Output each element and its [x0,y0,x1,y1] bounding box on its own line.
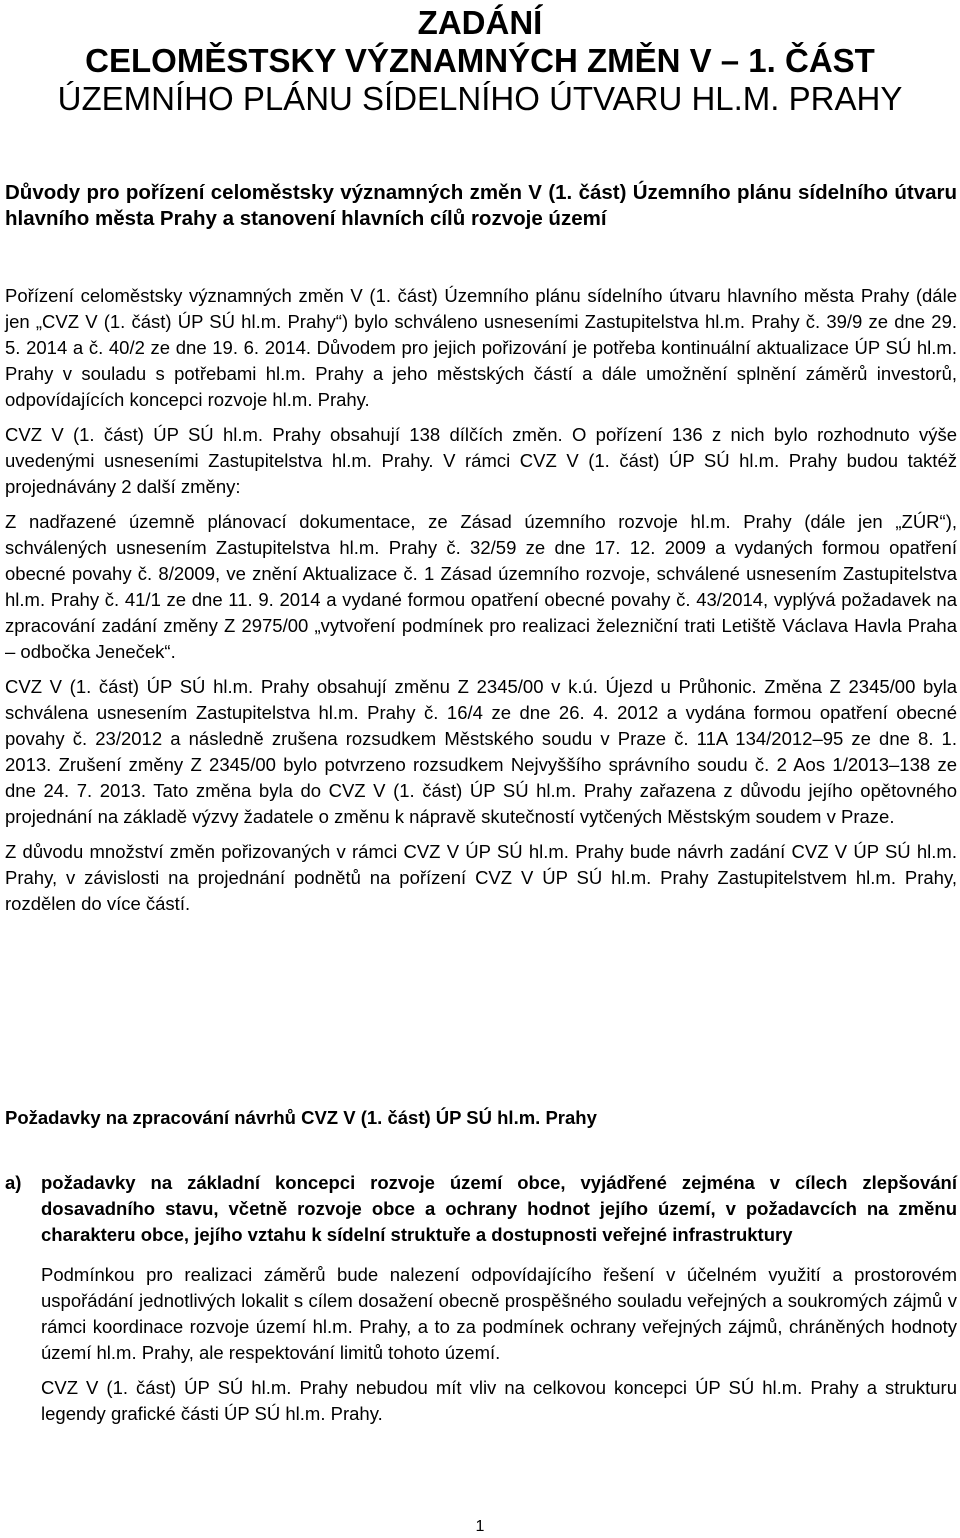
document-title [0,4,960,118]
intro-paragraph-3: Z nadřazené územně plánovací dokumentace, ze Zásad územního rozvoje hl.m. Prahy (dále jen „ZÚR“), schválených usnesením Zastupitelstva hl.m. Prahy č. 32/59 ze dne 17. 12. 2009 a vydaných formou opatření obecné povahy č. 8/2009, ve znění Aktualizace č. 1 Zásad územního rozvoje, schválené usnesením Zastupitelstva hl.m. Prahy č. 41/1 ze dne 11. 9. 2014 a vydané formou opatření obecné povahy č. 43/2014, vyplývá požadavek na zpracování zadání změny Z 2975/00 „vytvoření podmínek pro realizaci železniční trati Letiště Václava Havla Praha – odbočka Jeneček“. [5,511,957,662]
page-number: 1 [475,1518,485,1535]
intro-paragraph-4: CVZ V (1. část) ÚP SÚ hl.m. Prahy obsahují změnu Z 2345/00 v k.ú. Újezd u Průhonic. Změna Z 2345/00 byla schválena usnesením Zastupitelstva hl.m. Prahy č. 16/4 ze dne 26. 4. 2012 a vydána formou opatření obecné povahy č. 23/2012 a následně zrušena rozsudkem Městského soudu v Praze č. 11A 134/2012–95 ze dne 8. 1. 2013. Zrušení změny Z 2345/00 bylo potvrzeno rozsudkem Nejvyššího správního soudu č. 2 Aos 1/2013–138 ze dne 24. 7. 2013. Tato změna byla do CVZ V (1. část) ÚP SÚ hl.m. Prahy zařazena z důvodu jejího opětovného projednání na základě výzvy žadatele o změnu k nápravě skutečností vytčených Městským soudem v Praze. [5,676,957,827]
intro-paragraph-2: CVZ V (1. část) ÚP SÚ hl.m. Prahy obsahují 138 dílčích změn. O pořízení 136 z nich bylo rozhodnuto výše uvedenými usneseními Zastupitelstva hl.m. Prahy. V rámci CVZ V (1. část) ÚP SÚ hl.m. Prahy budou taktéž projednávány 2 další změny: [5,424,957,497]
requirement-item-title: požadavky na základní koncepci rozvoje území obce, vyjádřené zejména v cílech zlepšování dosavadního stavu, včetně rozvoje obce a ochrany hodnot jejího území, v požadavcích na změnu charakteru obce, jejího vztahu k sídelní struktuře a dostupnosti veřejné infrastruktury [41,1172,957,1245]
requirement-item-body [41,1262,957,1427]
intro-section [5,283,957,926]
requirements-heading: Požadavky na zpracování návrhů CVZ V (1. část) ÚP SÚ hl.m. Prahy [5,1107,597,1128]
title-line-1: ZADÁNÍ [417,4,543,41]
title-line-3: ÚZEMNÍHO PLÁNU SÍDELNÍHO ÚTVARU HL.M. PRAHY [57,80,903,117]
requirement-item-a [5,1170,957,1436]
intro-paragraph-1: Pořízení celoměstsky významných změn V (1. část) Územního plánu sídelního útvaru hlavního města Prahy (dále jen „CVZ V (1. část) ÚP SÚ hl.m. Prahy“) bylo schváleno usneseními Zastupitelstva hl.m. Prahy č. 39/9 ze dne 29. 5. 2014 a č. 40/2 ze dne 19. 6. 2014. Důvodem pro jejich pořizování je potřeba kontinuální aktualizace ÚP SÚ hl.m. Prahy v souladu s potřebami hl.m. Prahy a jeho městských částí a dále umožnění splnění záměrů investorů, odpovídajících koncepci rozvoje hl.m. Prahy. [5,285,957,410]
requirement-paragraph-1: Podmínkou pro realizaci záměrů bude nalezení odpovídajícího řešení v účelném využití a prostorovém uspořádání jednotlivých lokalit s cílem dosažení obecně prospěšného souladu veřejných a soukromých zájmů v rámci koordinace rozvoje území hl.m. Prahy, a to za podmínek ochrany veřejných zájmů, chráněných hodnoty území hl.m. Prahy, ale respektování limitů tohoto území. [41,1264,957,1363]
requirement-paragraph-2: CVZ V (1. část) ÚP SÚ hl.m. Prahy nebudou mít vliv na celkovou koncepci ÚP SÚ hl.m. Prahy a strukturu legendy grafické části ÚP SÚ hl.m. Prahy. [41,1377,957,1424]
requirement-item-letter: a) [5,1172,22,1193]
title-line-2: CELOMĚSTSKY VÝZNAMNÝCH ZMĚN V – 1. ČÁST [85,42,875,79]
intro-paragraph-5: Z důvodu množství změn pořizovaných v rámci CVZ V ÚP SÚ hl.m. Prahy bude návrh zadání CVZ V ÚP SÚ hl.m. Prahy, v závislosti na projednání podnětů na pořízení CVZ V ÚP SÚ hl.m. Prahy Zastupitelstvem hl.m. Prahy, rozdělen do více částí. [5,841,957,914]
document-subtitle: Důvody pro pořízení celoměstsky významných změn V (1. část) Územního plánu sídelního útvaru hlavního města Prahy a stanovení hlavních cílů rozvoje území [5,181,957,230]
